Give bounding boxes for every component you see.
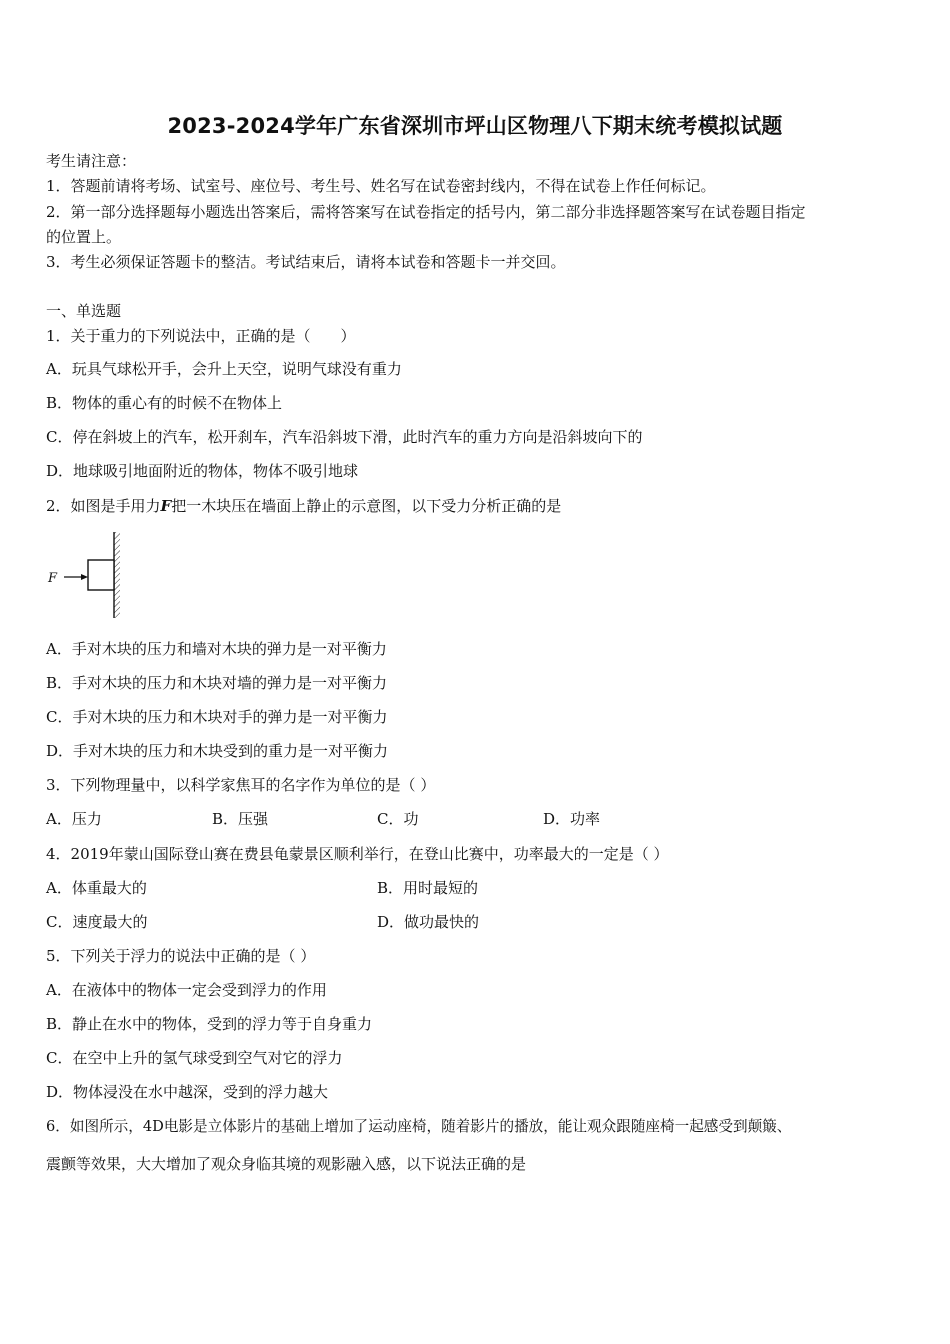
notice-heading: 考生请注意： (46, 152, 137, 170)
question-5-option-b: B．静止在水中的物体，受到的浮力等于自身重力 (46, 1015, 373, 1033)
section-heading: 一、单选题 (46, 302, 122, 320)
question-4-option-c: C．速度最大的 (46, 913, 148, 931)
question-4-option-d: D．做功最快的 (377, 913, 480, 931)
question-1-stem: 1．关于重力的下列说法中，正确的是（ ） (46, 327, 356, 345)
question-2-option-d: D．手对木块的压力和木块受到的重力是一对平衡力 (46, 742, 389, 760)
question-3-option-c: C．功 (377, 810, 419, 828)
question-2-figure (44, 530, 134, 622)
question-5-stem: 5．下列关于浮力的说法中正确的是（ ） (46, 947, 316, 965)
notice-item: 的位置上。 (46, 228, 122, 246)
question-5-option-a: A．在液体中的物体一定会受到浮力的作用 (46, 981, 327, 999)
question-4-option-a: A．体重最大的 (46, 879, 147, 897)
question-1-option-d: D．地球吸引地面附近的物体，物体不吸引地球 (46, 462, 359, 480)
question-3-option-a: A．压力 (46, 810, 102, 828)
question-3-option-d: D．功率 (543, 810, 601, 828)
question-1-option-a: A．玩具气球松开手，会升上天空，说明气球没有重力 (46, 360, 402, 378)
question-4-stem: 4．2019年蒙山国际登山赛在费县龟蒙景区顺利举行，在登山比赛中，功率最大的一定是（ ） (46, 845, 669, 863)
question-3-stem: 3．下列物理量中，以科学家焦耳的名字作为单位的是（ ） (46, 776, 436, 794)
question-2-stem-pre: 2．如图是手用力 (46, 497, 161, 515)
question-2-stem-var: F (160, 497, 172, 515)
question-6-stem-line-2: 震颤等效果，大大增加了观众身临其境的观影融入感，以下说法正确的是 (46, 1155, 527, 1173)
wall-hatch (114, 532, 120, 618)
question-5-option-c: C．在空中上升的氢气球受到空气对它的浮力 (46, 1049, 343, 1067)
question-2-stem-post: 把一木块压在墙面上静止的示意图，以下受力分析正确的是 (171, 497, 562, 515)
question-1-option-c: C．停在斜坡上的汽车，松开刹车，汽车沿斜坡下滑，此时汽车的重力方向是沿斜坡向下的 (46, 428, 643, 446)
notice-item: 2．第一部分选择题每小题选出答案后，需将答案写在试卷指定的括号内，第二部分非选择题答案写在试卷题目指定 (46, 203, 806, 221)
question-2-option-b: B．手对木块的压力和木块对墙的弹力是一对平衡力 (46, 674, 388, 692)
notice-item: 1．答题前请将考场、试室号、座位号、考生号、姓名写在试卷密封线内，不得在试卷上作任何标记。 (46, 177, 716, 195)
notice-item: 3．考生必须保证答题卡的整洁。考试结束后，请将本试卷和答题卡一并交回。 (46, 253, 566, 271)
force-arrowhead (81, 574, 88, 580)
question-2-option-a: A．手对木块的压力和墙对木块的弹力是一对平衡力 (46, 640, 387, 658)
question-1-option-b: B．物体的重心有的时候不在物体上 (46, 394, 283, 412)
question-5-option-d: D．物体浸没在水中越深，受到的浮力越大 (46, 1083, 329, 1101)
page-title: 2023-2024学年广东省深圳市坪山区物理八下期末统考模拟试题 (167, 114, 783, 138)
question-2-stem (46, 496, 561, 516)
question-4-option-b: B．用时最短的 (377, 879, 479, 897)
question-2-option-c: C．手对木块的压力和木块对手的弹力是一对平衡力 (46, 708, 388, 726)
wood-block (88, 560, 114, 590)
question-3-option-b: B．压强 (212, 810, 269, 828)
force-label: F (48, 571, 58, 586)
question-6-stem-line-1: 6．如图所示，4D电影是立体影片的基础上增加了运动座椅，随着影片的播放，能让观众跟随座椅一起感受到颠簸、 (46, 1118, 792, 1135)
